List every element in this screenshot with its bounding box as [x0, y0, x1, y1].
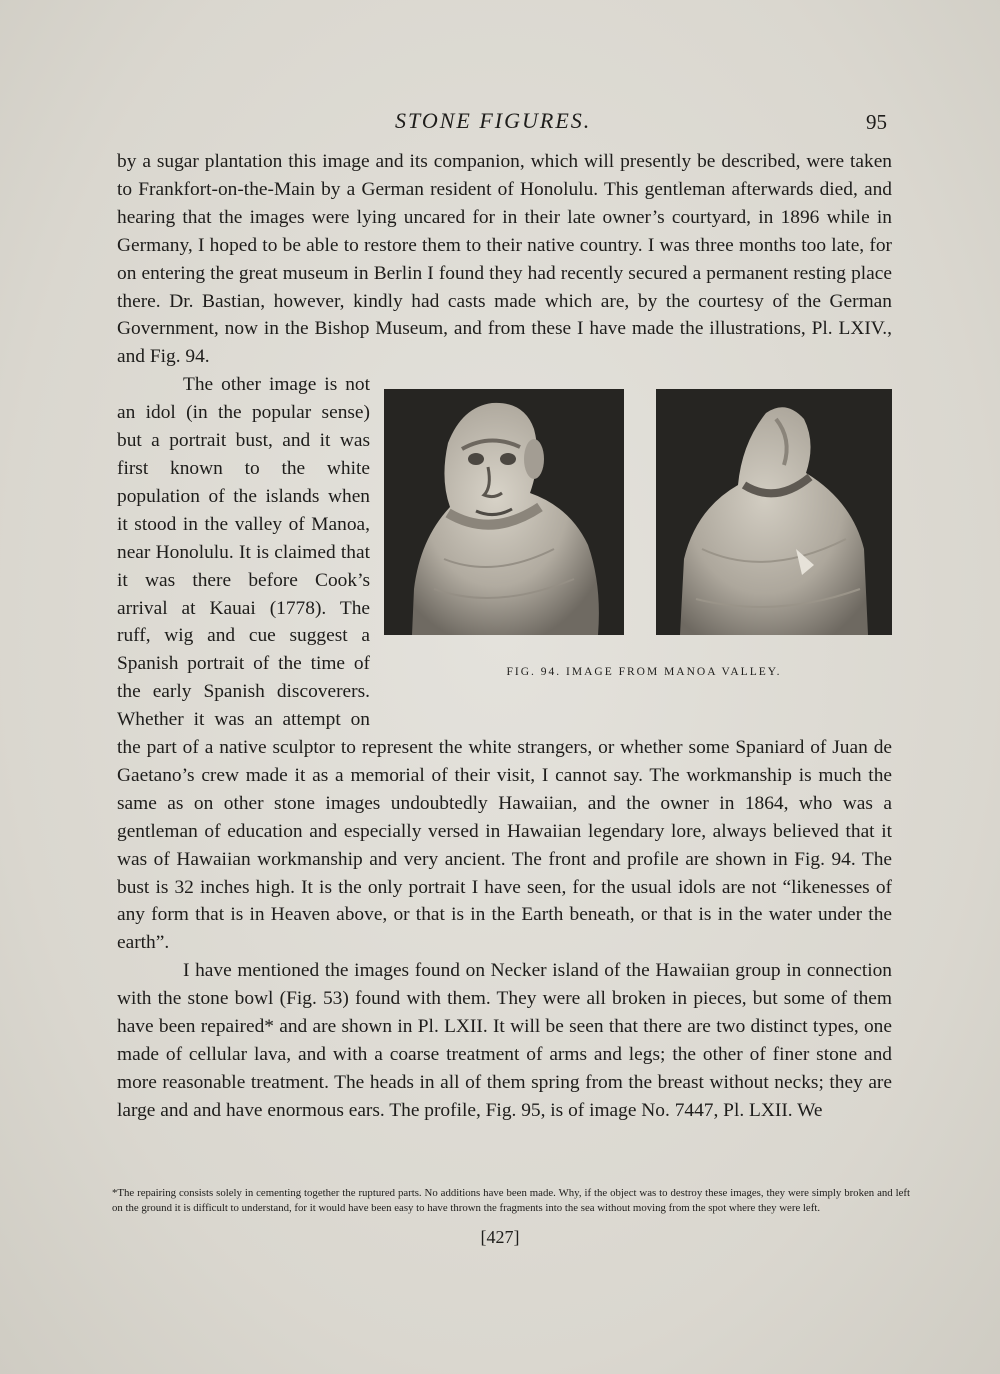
- photo-profile-view: [656, 389, 892, 635]
- page-number: 95: [866, 110, 887, 134]
- paragraph-2: The other image is not an idol (in the popular sense) but a portrait bust, and it was first known to the white population of the islands when it stood in the valley of Manoa, near Honolulu. It is claimed that it was there before Cook’s arrival at Kauai (1778). The ruff, wig and cue suggest a Spanish portrait of the time of the early Spanish discoverers. Whether it was an attempt on the part of a native sculptor to represent the white strangers, or whether some Spaniard of Juan de Gaetano’s crew made it as a memorial of their visit, I cannot say. The workmanship is much the same as on other stone images undoubtedly Hawaiian, and the owner in 1864, who was a gentleman of education and especially versed in Hawaiian legendary lore, always believed that it was of Hawaiian workmanship and very ancient. The front and profile are shown in Fig. 94. The bust is 32 inches high. It is the only portrait I have seen, for the usual idols are not “likenesses of any form that is in Heaven above, or that is in the Earth beneath, or that is in the water under the earth”.: [117, 374, 892, 954]
- paragraph-3: I have mentioned the images found on Necker island of the Hawaiian group in connection with the stone bowl (Fig. 53) found with them. They were all broken in pieces, but some of them have been repaired* and are shown in Pl. LXII. It will be seen that there are two distinct types, one made of cellular lava, and with a coarse treatment of arms and legs; the other of finer stone and more reasonable treatment. The heads in all of them spring from the breast without necks; they are large and and have enormous ears. The profile, Fig. 95, is of image No. 7447, Pl. LXII. We: [117, 960, 892, 1121]
- folio-number: [427]: [480, 1227, 520, 1247]
- paragraph-1: by a sugar plantation this image and its companion, which will presently be described, were taken to Frankfort-on-the-Main by a German resident of Honolulu. This gentleman afterwards died, and hearing that the images were lying uncared for in their late owner’s courtyard, in 1896 while in Germany, I hoped to be able to restore them to their native country. I was three months too late, for on entering the great museum in Berlin I found they had recently secured a permanent resting place there. Dr. Bastian, however, kindly had casts made which are, by the courtesy of the German Government, now in the Bishop Museum, and from these I have made the illustrations, Pl. LXIV., and Fig. 94.: [117, 151, 892, 368]
- figure-caption: FIG. 94. IMAGE FROM MANOA VALLEY.: [506, 666, 782, 679]
- photo-front-view: [384, 389, 624, 635]
- body-text: [117, 148, 892, 1125]
- running-title: STONE FIGURES.: [395, 108, 592, 133]
- figure-94: [384, 377, 904, 711]
- footnote: *The repairing consists solely in cementing together the ruptured parts. No additions have been made. Why, if the object was to destroy these images, they were simply broken and left on the ground it is difficult to understand, for it would have been easy to have thrown the fragments into the sea without moving from the spot where they were left.: [112, 1187, 910, 1215]
- running-head: [0, 108, 1000, 138]
